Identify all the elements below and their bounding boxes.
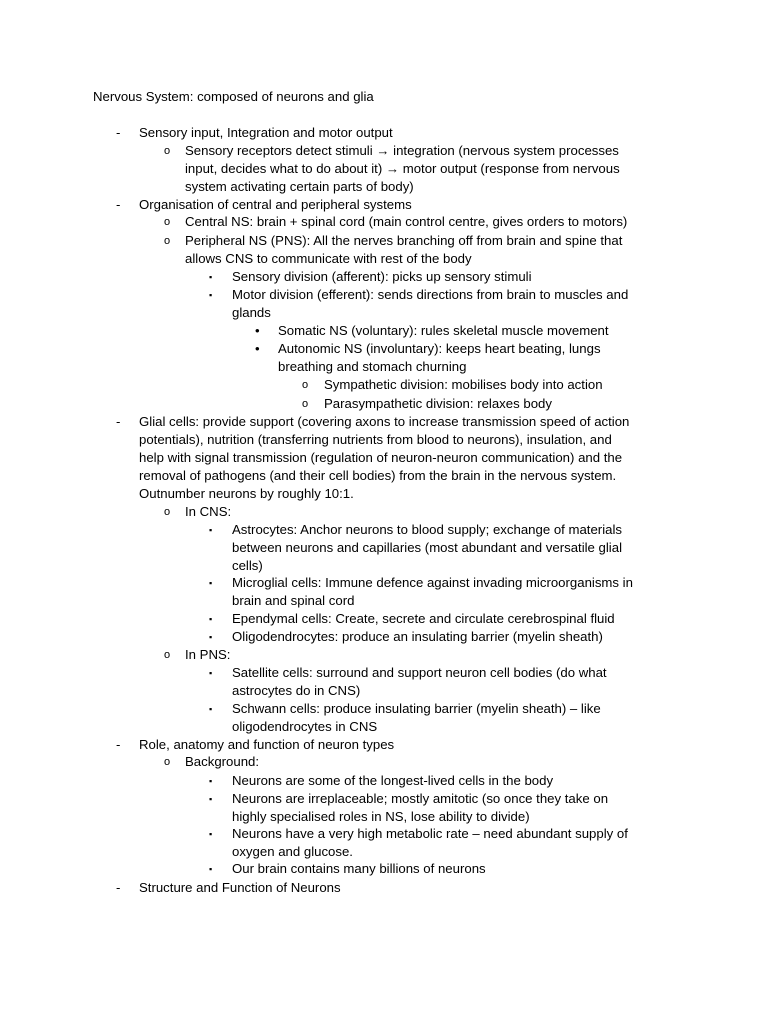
list-marker-circle: o [302, 398, 309, 410]
note-line: Sensory receptors detect stimuli → integration (nervous system processes [185, 143, 619, 158]
note-line: input, decides what to do about it) → motor output (response from nervous [185, 161, 620, 176]
note-line: system activating certain parts of body) [185, 179, 414, 194]
note-line: Sympathetic division: mobilises body into action [324, 377, 603, 392]
list-marker-square: ▪ [209, 794, 213, 804]
note-line: potentials), nutrition (transferring nutrients from blood to neurons), insulation, and [139, 432, 612, 447]
note-line: Astrocytes: Anchor neurons to blood supply; exchange of materials [232, 522, 622, 537]
note-line: help with signal transmission (regulation of neuron-neuron communication) and the [139, 450, 623, 465]
note-line: oxygen and glucose. [232, 844, 353, 859]
note-line: cells) [232, 558, 263, 573]
note-line: removal of pathogens (and their cell bodies) from the brain in the nervous system. [139, 468, 617, 483]
note-line: between neurons and capillaries (most abundant and versatile glial [232, 540, 623, 555]
note-line: Glial cells: provide support (covering axons to increase transmission speed of action [139, 414, 630, 429]
list-marker-circle: o [164, 506, 171, 518]
note-line: Motor division (efferent): sends directions from brain to muscles and [232, 287, 629, 302]
list-marker-dash: - [116, 880, 121, 895]
list-marker-bullet: • [255, 323, 260, 338]
list-marker-dash: - [116, 197, 121, 212]
list-marker-bullet: • [255, 341, 260, 356]
note-line: Organisation of central and peripheral systems [139, 197, 412, 212]
list-marker-square: ▪ [209, 776, 213, 786]
note-line: astrocytes do in CNS) [232, 683, 361, 698]
note-line: Sensory division (afferent): picks up sensory stimuli [232, 269, 532, 284]
list-marker-dash: - [116, 414, 121, 429]
note-line: Outnumber neurons by roughly 10:1. [139, 486, 354, 501]
list-marker-square: ▪ [209, 668, 213, 678]
note-line: Central NS: brain + spinal cord (main control centre, gives orders to motors) [185, 214, 628, 229]
note-line: Structure and Function of Neurons [139, 880, 341, 895]
note-line: breathing and stomach churning [278, 359, 467, 374]
note-line: Parasympathetic division: relaxes body [324, 396, 552, 411]
note-line: allows CNS to communicate with rest of the body [185, 251, 472, 266]
list-marker-square: ▪ [209, 829, 213, 839]
note-line: Microglial cells: Immune defence against invading microorganisms in [232, 575, 633, 590]
note-line: Oligodendrocytes: produce an insulating barrier (myelin sheath) [232, 629, 603, 644]
note-line: Role, anatomy and function of neuron types [139, 737, 395, 752]
list-marker-circle: o [164, 216, 171, 228]
note-line: brain and spinal cord [232, 593, 355, 608]
list-marker-square: ▪ [209, 290, 213, 300]
note-line: Neurons are some of the longest-lived cells in the body [232, 773, 554, 788]
page-title: Nervous System: composed of neurons and glia [93, 89, 374, 104]
list-marker-square: ▪ [209, 578, 213, 588]
list-marker-circle: o [164, 649, 171, 661]
note-line: highly specialised roles in NS, lose ability to divide) [232, 809, 530, 824]
list-marker-circle: o [164, 235, 171, 247]
list-marker-circle: o [302, 379, 309, 391]
list-marker-square: ▪ [209, 272, 213, 282]
note-line: Neurons have a very high metabolic rate – need abundant supply of [232, 826, 628, 841]
list-marker-circle: o [164, 756, 171, 768]
list-marker-square: ▪ [209, 864, 213, 874]
list-marker-square: ▪ [209, 525, 213, 535]
list-marker-square: ▪ [209, 614, 213, 624]
note-line: oligodendrocytes in CNS [232, 719, 378, 734]
note-line: Autonomic NS (involuntary): keeps heart beating, lungs [278, 341, 601, 356]
note-line: Our brain contains many billions of neurons [232, 861, 486, 876]
note-line: Schwann cells: produce insulating barrier (myelin sheath) – like [232, 701, 601, 716]
note-line: Background: [185, 754, 260, 769]
note-line: Satellite cells: surround and support neuron cell bodies (do what [232, 665, 607, 680]
note-line: In PNS: [185, 647, 231, 662]
note-line: Ependymal cells: Create, secrete and circulate cerebrospinal fluid [232, 611, 615, 626]
list-marker-circle: o [164, 145, 171, 157]
list-marker-square: ▪ [209, 632, 213, 642]
note-line: Peripheral NS (PNS): All the nerves branching off from brain and spine that [185, 233, 623, 248]
note-line: In CNS: [185, 504, 232, 519]
note-line: Sensory input, Integration and motor output [139, 125, 393, 140]
note-line: Neurons are irreplaceable; mostly amitotic (so once they take on [232, 791, 609, 806]
note-line: glands [232, 305, 271, 320]
list-marker-square: ▪ [209, 704, 213, 714]
list-marker-dash: - [116, 737, 121, 752]
list-marker-dash: - [116, 125, 121, 140]
note-line: Somatic NS (voluntary): rules skeletal muscle movement [278, 323, 609, 338]
